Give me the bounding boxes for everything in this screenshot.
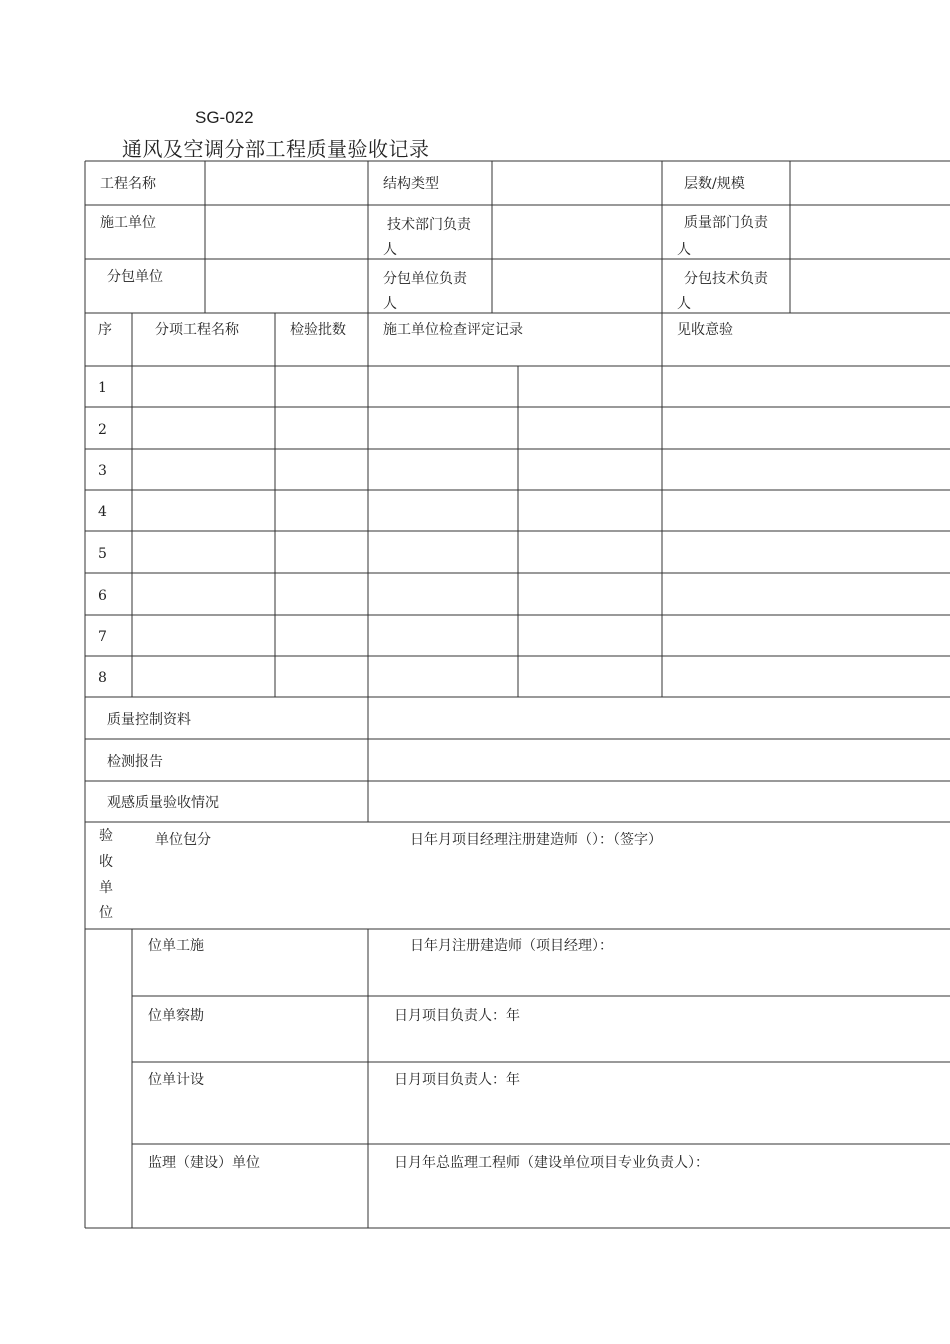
construction-sign-line: 日年月注册建造师（项目经理）： <box>410 938 613 954</box>
quality-head-label-line2: 人 <box>677 242 691 258</box>
design-unit-label: 位单计设 <box>148 1072 204 1088</box>
supervision-unit-label: 监理（建设）单位 <box>148 1155 260 1171</box>
row-number: 5 <box>98 546 107 562</box>
row-number: 4 <box>98 504 107 520</box>
acceptance-unit-char: 收 <box>99 854 113 870</box>
row-number: 3 <box>98 463 107 479</box>
check-record-header: 施工单位检查评定记录 <box>383 322 523 338</box>
item-name-header: 分项工程名称 <box>155 322 239 338</box>
construction-unit-label: 施工单位 <box>100 215 156 231</box>
batches-header: 检验批数 <box>290 322 346 338</box>
construction-unit-sign-label: 位单工施 <box>148 938 204 954</box>
sub-tech-label-line1: 分包技术负责 <box>684 271 768 287</box>
acceptance-unit-char: 单 <box>99 880 113 896</box>
sub-head-label-line2: 人 <box>383 296 397 312</box>
document-code: SG-022 <box>195 108 254 127</box>
subcontract-unit-label: 单位包分 <box>155 832 211 848</box>
document-title: 通风及空调分部工程质量验收记录 <box>122 137 430 161</box>
project-name-label: 工程名称 <box>100 176 156 192</box>
row-number: 6 <box>98 588 107 604</box>
acceptance-unit-char: 验 <box>99 828 113 844</box>
sub-head-label-line1: 分包单位负责 <box>383 271 467 287</box>
quality-docs-label: 质量控制资料 <box>107 712 191 728</box>
acceptance-header: 见收意验 <box>677 322 733 338</box>
supervision-sign-line: 日月年总监理工程师（建设单位项目专业负责人）： <box>394 1155 709 1171</box>
structure-type-label: 结构类型 <box>383 176 439 192</box>
tech-head-label-line2: 人 <box>383 242 397 258</box>
subcontractor-label: 分包单位 <box>107 269 163 285</box>
survey-unit-label: 位单察勘 <box>148 1008 204 1024</box>
floors-scale-label: 层数/规模 <box>684 176 745 192</box>
row-number: 1 <box>98 380 107 396</box>
row-number: 7 <box>98 629 107 645</box>
quality-head-label-line1: 质量部门负责 <box>684 215 768 231</box>
sub-tech-label-line2: 人 <box>677 296 691 312</box>
seq-header: 序 <box>98 322 112 338</box>
appearance-label: 观感质量验收情况 <box>107 795 219 811</box>
row-number: 2 <box>98 422 107 438</box>
design-sign-line: 日月项目负责人：年 <box>394 1072 520 1088</box>
tech-head-label-line1: 技术部门负责 <box>387 217 471 233</box>
row-number: 8 <box>98 670 107 686</box>
test-report-label: 检测报告 <box>107 754 163 770</box>
survey-sign-line: 日月项目负责人：年 <box>394 1008 520 1024</box>
acceptance-unit-char: 位 <box>99 905 113 921</box>
subcontract-sign-line: 日年月项目经理注册建造师（）：（签字） <box>410 832 662 848</box>
